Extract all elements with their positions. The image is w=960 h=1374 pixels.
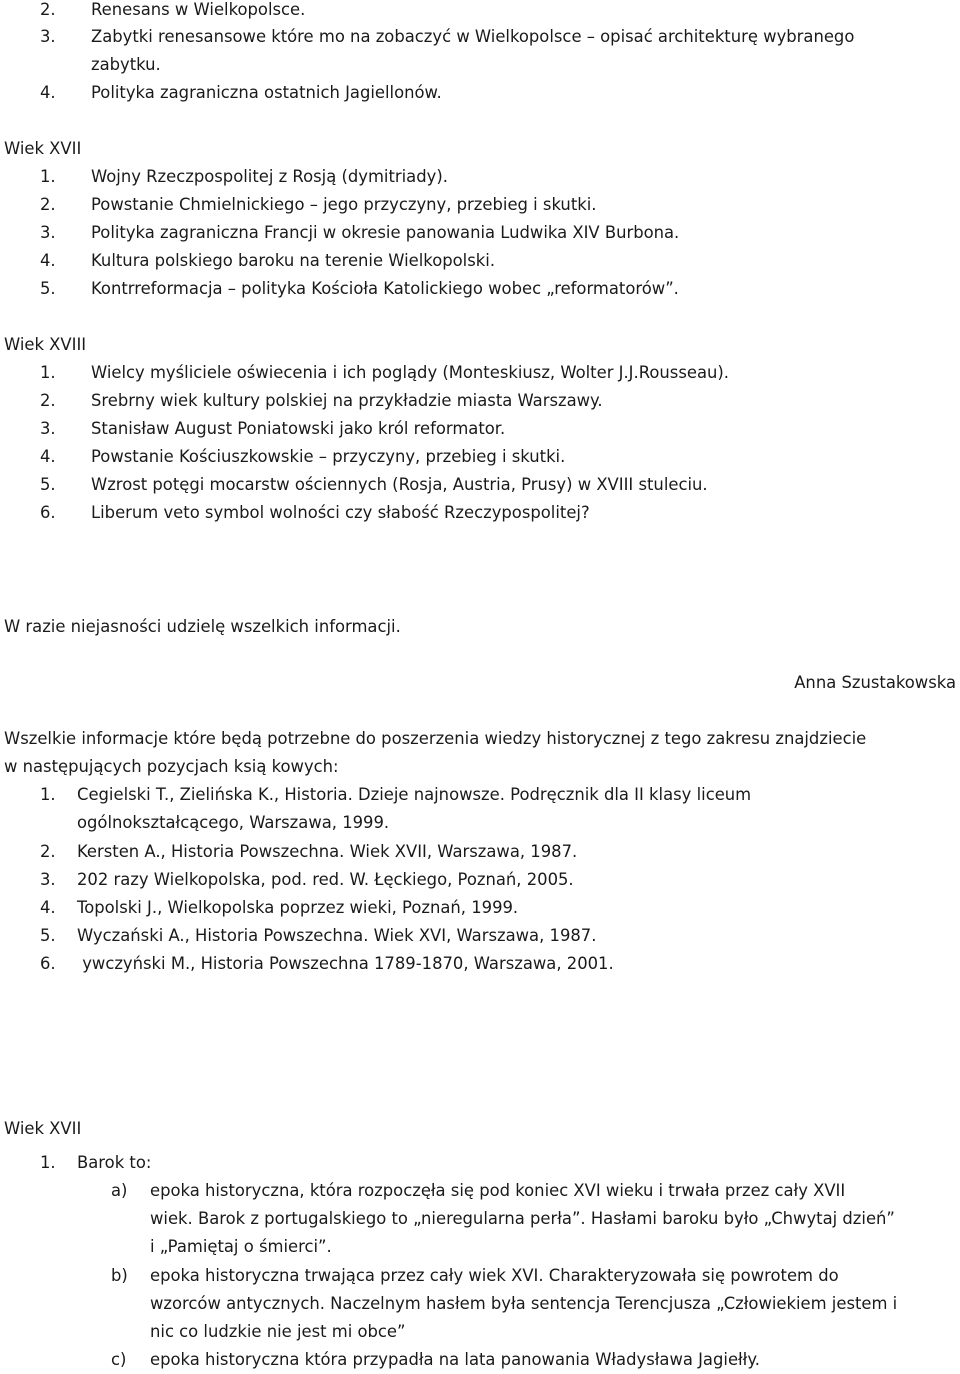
item-number: 5. xyxy=(40,279,56,298)
item-number: 3. xyxy=(40,419,56,438)
item-text: Powstanie Chmielnickiego – jego przyczyny, przebieg i skutki. xyxy=(91,195,597,214)
item-text: Powstanie Kościuszkowskie – przyczyny, przebieg i skutki. xyxy=(91,447,566,466)
item-number: 4. xyxy=(40,447,56,466)
item-text: Wzrost potęgi mocarstw ościennych (Rosja, Austria, Prusy) w XVIII stuleciu. xyxy=(91,475,708,494)
item-number: 1. xyxy=(40,785,56,804)
item-number: 3. xyxy=(40,223,56,242)
answer-text: nic co ludzkie nie jest mi obce” xyxy=(150,1322,406,1341)
answer-text: epoka historyczna, która rozpoczęła się pod koniec XVI wieku i trwała przez cały XVII xyxy=(150,1181,846,1200)
sources-intro-line-2: w następujących pozycjach ksią kowych: xyxy=(4,757,339,776)
item-number: 6. xyxy=(40,954,56,973)
item-text: zabytku. xyxy=(91,55,161,74)
item-number: 5. xyxy=(40,926,56,945)
item-text: 202 razy Wielkopolska, pod. red. W. Łęckiego, Poznań, 2005. xyxy=(77,870,574,889)
item-text: Topolski J., Wielkopolska poprzez wieki, Poznań, 1999. xyxy=(77,898,519,917)
item-number: 4. xyxy=(40,83,56,102)
item-number: 2. xyxy=(40,842,56,861)
item-number: 3. xyxy=(40,27,56,46)
item-text: ogólnokształcącego, Warszawa, 1999. xyxy=(77,813,390,832)
section-heading-17th-century: Wiek XVII xyxy=(4,139,82,158)
answer-text: epoka historyczna trwająca przez cały wiek XVI. Charakteryzowała się powrotem do xyxy=(150,1266,839,1285)
section-heading-18th-century: Wiek XVIII xyxy=(4,335,87,354)
item-number: 5. xyxy=(40,475,56,494)
author-signature: Anna Szustakowska xyxy=(794,673,956,692)
answer-text: epoka historyczna która przypadła na lata panowania Władysława Jagiełły. xyxy=(150,1350,760,1369)
item-text: ywczyński M., Historia Powszechna 1789-1870, Warszawa, 2001. xyxy=(77,954,614,973)
item-text: Polityka zagraniczna Francji w okresie panowania Ludwika XIV Burbona. xyxy=(91,223,680,242)
answer-text: wzorców antycznych. Naczelnym hasłem była sentencja Terencjusza „Człowiekiem jestem i xyxy=(150,1294,898,1313)
item-text: Wielcy myśliciele oświecenia i ich poglądy (Monteskiusz, Wolter J.J.Rousseau). xyxy=(91,363,729,382)
item-text: Renesans w Wielkopolsce. xyxy=(91,0,306,19)
answer-text: wiek. Barok z portugalskiego to „nieregularna perła”. Hasłami baroku było „Chwytaj dzień” xyxy=(150,1209,895,1228)
question-number: 1. xyxy=(40,1153,56,1172)
item-number: 4. xyxy=(40,898,56,917)
item-number: 2. xyxy=(40,195,56,214)
item-text: Wojny Rzeczpospolitej z Rosją (dymitriady). xyxy=(91,167,448,186)
item-text: Wyczański A., Historia Powszechna. Wiek XVI, Warszawa, 1987. xyxy=(77,926,597,945)
quiz-section-heading: Wiek XVII xyxy=(4,1119,82,1138)
item-text: Srebrny wiek kultury polskiej na przykładzie miasta Warszawy. xyxy=(91,391,603,410)
item-number: 1. xyxy=(40,363,56,382)
answer-letter: c) xyxy=(111,1350,127,1369)
answer-letter: a) xyxy=(111,1181,128,1200)
item-number: 2. xyxy=(40,0,56,19)
item-text: Kontrreformacja – polityka Kościoła Katolickiego wobec „reformatorów”. xyxy=(91,279,679,298)
item-number: 4. xyxy=(40,251,56,270)
answer-letter: b) xyxy=(111,1266,128,1285)
sources-intro-line-1: Wszelkie informacje które będą potrzebne do poszerzenia wiedzy historycznej z tego zakresu znajdziecie xyxy=(4,729,867,748)
question-text: Barok to: xyxy=(77,1153,152,1172)
item-text: Kersten A., Historia Powszechna. Wiek XVII, Warszawa, 1987. xyxy=(77,842,578,861)
item-text: Kultura polskiego baroku na terenie Wielkopolski. xyxy=(91,251,496,270)
item-text: Cegielski T., Zielińska K., Historia. Dzieje najnowsze. Podręcznik dla II klasy liceum xyxy=(77,785,752,804)
info-note: W razie niejasności udzielę wszelkich informacji. xyxy=(4,617,401,636)
item-text: Stanisław August Poniatowski jako król reformator. xyxy=(91,419,506,438)
item-number: 6. xyxy=(40,503,56,522)
answer-text: i „Pamiętaj o śmierci”. xyxy=(150,1237,332,1256)
item-number: 2. xyxy=(40,391,56,410)
item-text: Zabytki renesansowe które mo na zobaczyć w Wielkopolsce – opisać architekturę wybranego xyxy=(91,27,855,46)
item-text: Liberum veto symbol wolności czy słabość Rzeczypospolitej? xyxy=(91,503,590,522)
item-number: 3. xyxy=(40,870,56,889)
item-number: 1. xyxy=(40,167,56,186)
item-text: Polityka zagraniczna ostatnich Jagiellonów. xyxy=(91,83,442,102)
